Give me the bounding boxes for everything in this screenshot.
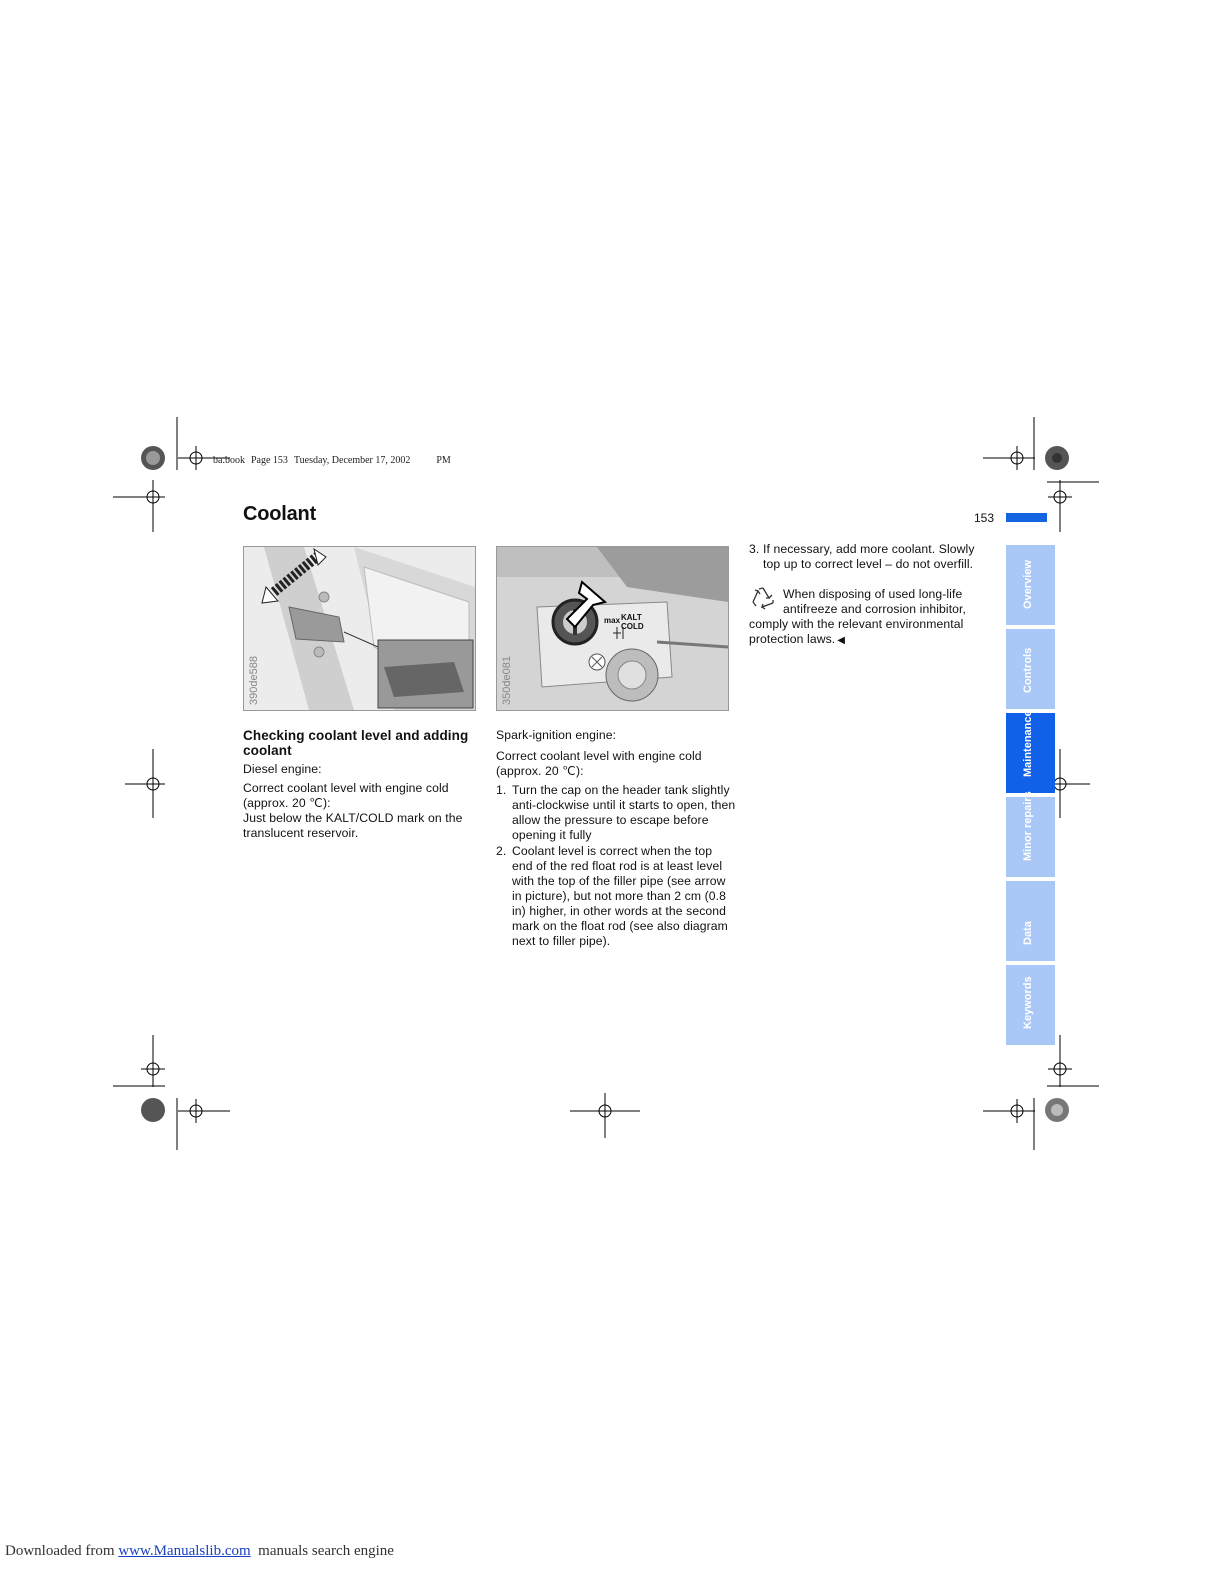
step-text: If necessary, add more coolant. Slowly top up to correct level – do not overfill. xyxy=(763,542,975,571)
print-header-time: PM xyxy=(436,455,451,466)
step-number: 3. xyxy=(749,542,760,556)
figure-code-left: 390de588 xyxy=(248,656,260,705)
end-mark-icon: ◀ xyxy=(837,635,846,646)
tab-label: Maintenance xyxy=(1022,710,1034,777)
figure-code-right: 350de081 xyxy=(501,656,513,705)
print-header-date: Tuesday, December 17, 2002 xyxy=(293,455,411,466)
diesel-para-1: Correct coolant level with engine cold (approx. 20 ℃): xyxy=(243,781,449,810)
tab-label: Data xyxy=(1022,921,1034,945)
header-tank-illustration xyxy=(497,547,728,710)
section-heading: Checking coolant level and adding coolant xyxy=(243,728,469,758)
tab-label: Overview xyxy=(1022,560,1034,609)
environment-note-text: When disposing of used long-life antifreeze and corrosion inhibitor, comply with the relevant environmental protection laws. xyxy=(749,587,967,646)
step-text: Turn the cap on the header tank slightly anti-clockwise until it starts to open, then allow the pressure to escape before opening it fully xyxy=(512,783,736,842)
page-number-bar xyxy=(1006,513,1047,522)
step-item xyxy=(496,844,736,949)
step-number: 1. xyxy=(496,783,507,797)
footer-suffix: manuals search engine xyxy=(258,1543,394,1559)
manualslib-link[interactable]: www.Manualslib.com xyxy=(118,1543,251,1559)
steps-list-continued xyxy=(749,542,991,572)
print-header-book: ba.book xyxy=(213,455,245,466)
diesel-reservoir-illustration xyxy=(244,547,475,710)
environment-note xyxy=(749,587,991,648)
tab-data[interactable] xyxy=(1006,881,1055,961)
column-1 xyxy=(243,728,478,845)
footer-prefix: Downloaded from xyxy=(5,1543,119,1559)
tab-label: Minor repairs xyxy=(1022,791,1034,861)
step-item xyxy=(496,783,736,843)
tab-label: Keywords xyxy=(1022,976,1034,1029)
column-2 xyxy=(496,728,736,950)
tab-controls[interactable] xyxy=(1006,629,1055,709)
step-text: Coolant level is correct when the top end of the red float rod is at least level with the top of the filler pipe (see arrow in picture), but not more than 2 cm (0.8 in) higher, in other words at the second mark on the float rod (see also diagram next to filler pipe). xyxy=(512,844,728,948)
tab-minor-repairs[interactable] xyxy=(1006,791,1055,877)
figure-label-kalt: KALT xyxy=(621,613,642,622)
tab-overview[interactable] xyxy=(1006,545,1055,625)
print-header xyxy=(213,455,457,466)
recycle-icon xyxy=(749,585,777,611)
column-3 xyxy=(749,542,991,648)
step-item xyxy=(749,542,991,572)
figure-label-max: max xyxy=(604,616,621,625)
diesel-label: Diesel engine: xyxy=(243,762,322,776)
download-footer xyxy=(5,1543,394,1560)
figure-diesel-reservoir xyxy=(243,546,476,711)
spark-label: Spark-ignition engine: xyxy=(496,728,617,742)
steps-list xyxy=(496,783,736,949)
figure-header-tank xyxy=(496,546,729,711)
tab-maintenance[interactable] xyxy=(1006,710,1055,793)
page-number: 153 xyxy=(974,511,995,525)
step-number: 2. xyxy=(496,844,507,858)
spark-para: Correct coolant level with engine cold (approx. 20 ℃): xyxy=(496,749,702,778)
tab-keywords[interactable] xyxy=(1006,965,1055,1045)
tab-label: Controls xyxy=(1022,647,1034,693)
figure-label-cold: COLD xyxy=(621,622,644,631)
page-title: Coolant xyxy=(243,503,317,525)
diesel-para-2: Just below the KALT/COLD mark on the translucent reservoir. xyxy=(243,811,463,840)
print-header-page: Page 153 xyxy=(250,455,288,466)
